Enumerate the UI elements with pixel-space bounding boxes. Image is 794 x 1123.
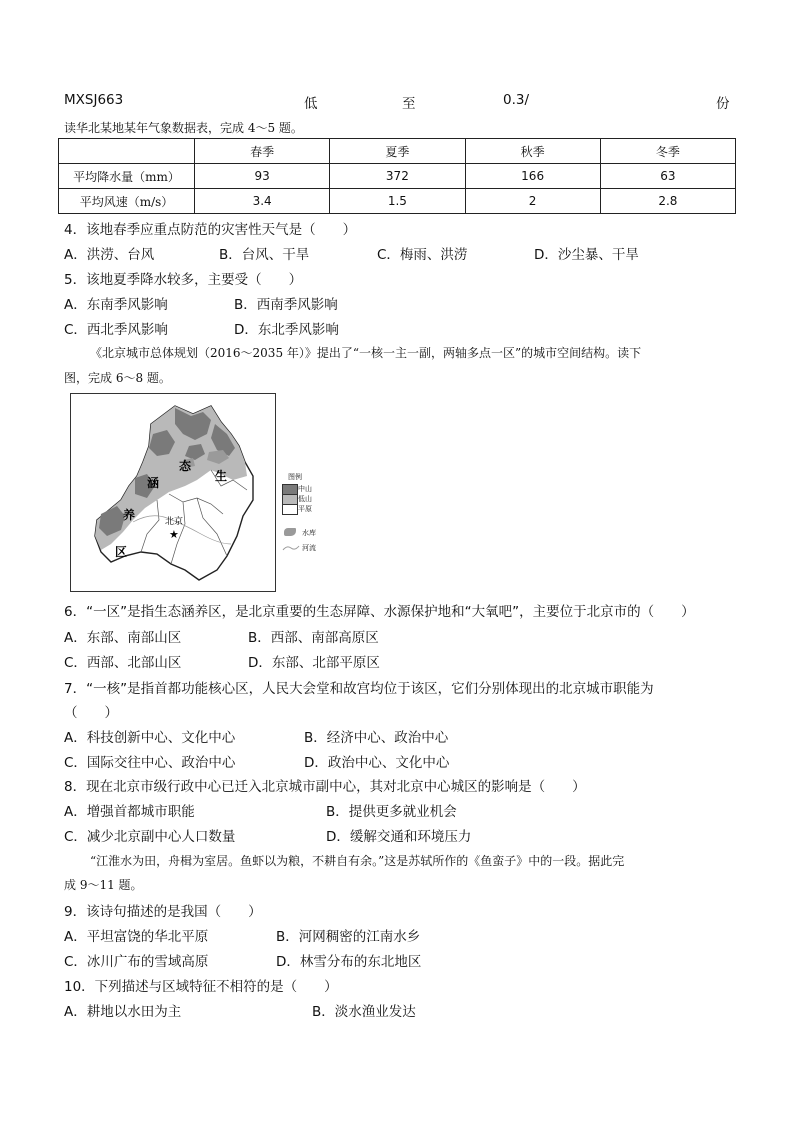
q5-option-c: C．西北季风影响 <box>64 322 168 338</box>
q5-option-b: B．西南季风影响 <box>234 297 338 313</box>
q10-stem: 10．下列描述与区域特征不相符的是（ ） <box>64 979 338 995</box>
q7-option-d: D．政治中心、文化中心 <box>304 755 450 771</box>
q4-option-b: B．台风、干旱 <box>219 247 310 263</box>
map-label-city: 北京 <box>165 517 184 527</box>
q6-option-a: A．东部、南部山区 <box>64 630 182 646</box>
map-canvas <box>71 394 275 591</box>
q7-option-c: C．国际交往中心、政治中心 <box>64 755 236 771</box>
q6-stem: 6．“一区”是指生态涵养区，是北京重要的生态屏障、水源保护地和“大氧吧”，主要位于北京市的（ ） <box>64 604 695 620</box>
intro-poem-line2: 成 9～11 题。 <box>64 878 143 892</box>
q7-option-a: A．科技创新中心、文化中心 <box>64 730 236 746</box>
q8-option-d: D．缓解交通和环境压力 <box>326 829 472 845</box>
q4-stem: 4．该地春季应重点防范的灾害性天气是（ ） <box>64 222 357 238</box>
header-number: 0.3/ <box>503 92 530 108</box>
q7-stem-line1: 7．“一核”是指首都功能核心区，人民大会堂和故宫均位于该区，它们分别体现出的北京城市职能为 <box>64 681 654 697</box>
header-word-2: 至 <box>402 96 416 112</box>
map-label-tai: 态 <box>179 459 192 473</box>
table-cell: 63 <box>600 164 735 189</box>
map-label-qu: 区 <box>115 545 128 559</box>
table-cell: 2.8 <box>600 189 735 214</box>
capital-star-icon: ★ <box>169 528 179 541</box>
q8-option-c: C．减少北京副中心人口数量 <box>64 829 236 845</box>
table-cell: 372 <box>330 164 465 189</box>
legend-label-river: 河流 <box>302 544 316 552</box>
legend-label-mountain: 中山 <box>298 485 312 493</box>
header-word-3: 份 <box>716 96 730 112</box>
column-header-spring: 春季 <box>195 139 330 164</box>
q8-stem: 8．现在北京市级行政中心已迁入北京城市副中心，其对北京中心城区的影响是（ ） <box>64 779 586 795</box>
q8-option-a: A．增强首都城市职能 <box>64 804 195 820</box>
q4-option-c: C．梅雨、洪涝 <box>377 247 468 263</box>
intro-poem-line1: “江淮水为田，舟楫为室居。鱼虾以为粮，不耕自有余。”这是苏轼所作的《鱼蛮子》中的一段。据此完 <box>90 854 625 868</box>
intro-beijing-plan-line1: 《北京城市总体规划（2016～2035 年）》提出了“一核一主一副，两轴多点一区”的城市空间结构。读下 <box>90 346 642 360</box>
map-label-yang: 养 <box>123 508 136 522</box>
map-label-han: 涵 <box>147 476 160 490</box>
table-cell: 3.4 <box>195 189 330 214</box>
q4-option-a: A．洪涝、台风 <box>64 247 155 263</box>
q10-option-b: B．淡水渔业发达 <box>312 1004 416 1020</box>
q5-option-d: D．东北季风影响 <box>234 322 339 338</box>
column-header-winter: 冬季 <box>600 139 735 164</box>
table-cell: 1.5 <box>330 189 465 214</box>
q4-option-d: D．沙尘暴、干旱 <box>534 247 639 263</box>
table-row-wind <box>59 189 736 214</box>
table-cell: 2 <box>465 189 600 214</box>
q9-option-a: A．平坦富饶的华北平原 <box>64 929 209 945</box>
q9-stem: 9．该诗句描述的是我国（ ） <box>64 904 262 920</box>
q7-stem-line2: （ ） <box>64 705 118 721</box>
header-code: MXSJ663 <box>64 92 124 108</box>
table-cell: 93 <box>195 164 330 189</box>
table-corner-cell <box>59 139 195 164</box>
legend-reservoir-icon <box>284 528 296 536</box>
q6-option-b: B．西部、南部高原区 <box>248 630 379 646</box>
weather-data-table <box>58 138 736 214</box>
q5-option-a: A．东南季风影响 <box>64 297 168 313</box>
beijing-terrain-map <box>70 393 276 592</box>
header-word-1: 低 <box>304 96 318 112</box>
row-label-precipitation: 平均降水量（mm） <box>59 164 195 189</box>
q9-option-c: C．冰川广布的雪域高原 <box>64 954 209 970</box>
q7-option-b: B．经济中心、政治中心 <box>304 730 449 746</box>
intro-weather-table: 读华北某地某年气象数据表，完成 4～5 题。 <box>64 121 303 135</box>
q6-option-d: D．东部、北部平原区 <box>248 655 380 671</box>
q6-option-c: C．西部、北部山区 <box>64 655 182 671</box>
q9-option-d: D．林雪分布的东北地区 <box>276 954 422 970</box>
row-label-wind: 平均风速（m/s） <box>59 189 195 214</box>
q5-stem: 5．该地夏季降水较多，主要受（ ） <box>64 272 303 288</box>
legend-swatch-plain <box>282 504 298 515</box>
q10-option-a: A．耕地以水田为主 <box>64 1004 182 1020</box>
intro-beijing-plan-line2: 图，完成 6～8 题。 <box>64 371 171 385</box>
legend-label-hill: 低山 <box>298 495 312 503</box>
legend-label-reservoir: 水库 <box>302 529 316 537</box>
map-label-sheng: 生 <box>215 469 228 483</box>
legend-label-plain: 平原 <box>298 505 312 513</box>
legend-river-icon <box>282 544 300 552</box>
column-header-summer: 夏季 <box>330 139 465 164</box>
q8-option-b: B．提供更多就业机会 <box>326 804 457 820</box>
table-header-row <box>59 139 736 164</box>
legend-title: 图例 <box>288 473 302 481</box>
q9-option-b: B．河网稠密的江南水乡 <box>276 929 421 945</box>
column-header-autumn: 秋季 <box>465 139 600 164</box>
table-cell: 166 <box>465 164 600 189</box>
table-row-precipitation <box>59 164 736 189</box>
